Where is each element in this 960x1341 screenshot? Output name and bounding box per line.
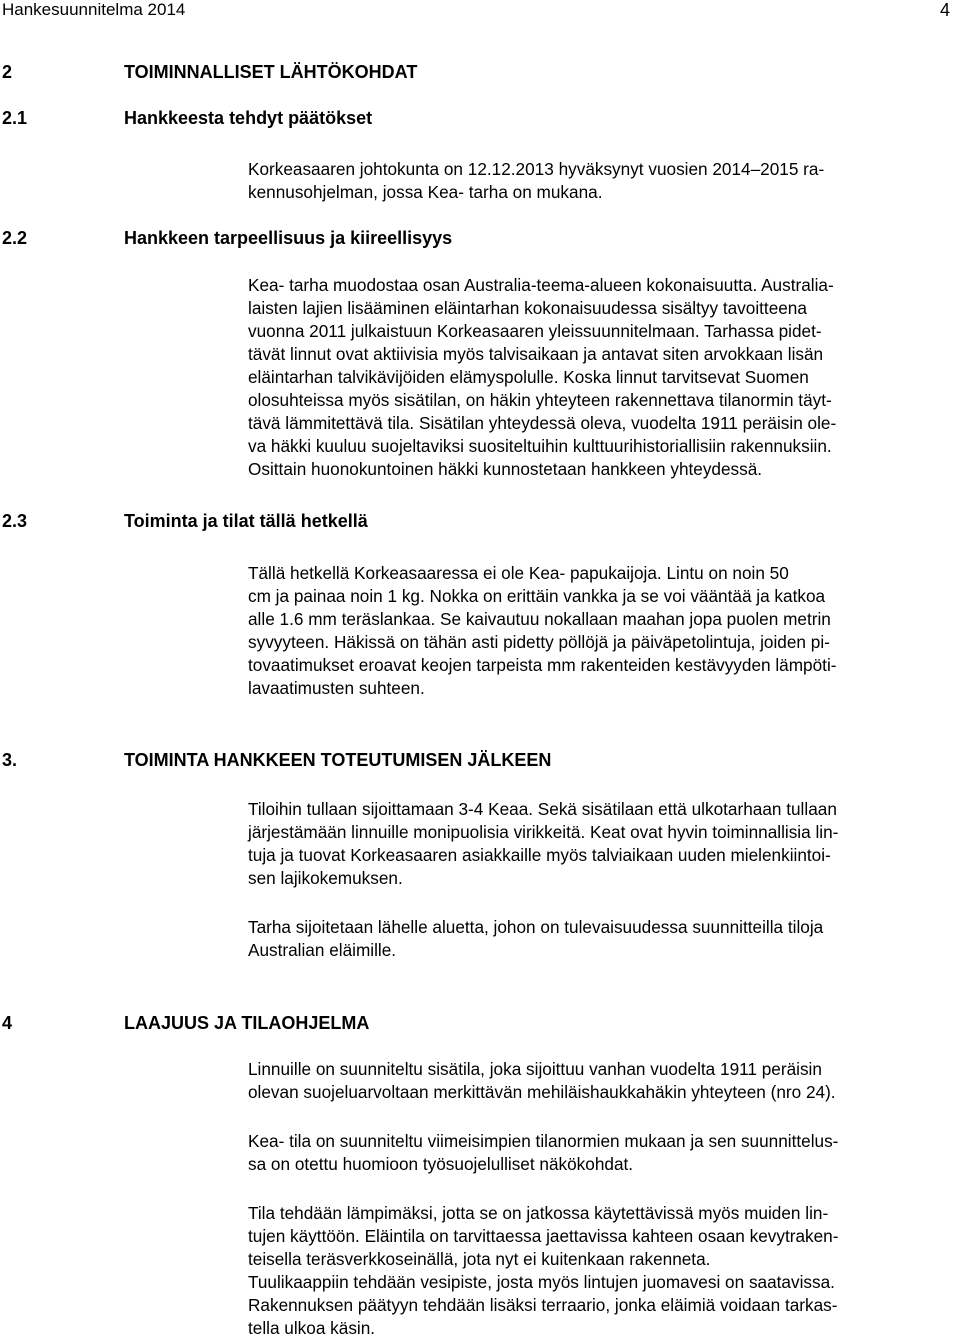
section-heading: Toiminta ja tilat tällä hetkellä: [124, 511, 368, 531]
text-line: lavaatimusten suhteen.: [248, 678, 425, 698]
section-heading: Hankkeesta tehdyt päätökset: [124, 108, 373, 128]
text-line: Tiloihin tullaan sijoittamaan 3-4 Keaa. Sekä sisätilaan että ulkotarhaan tullaan: [248, 799, 837, 819]
text-line: Tällä hetkellä Korkeasaaressa ei ole Kea- papukaijoja. Lintu on noin 50: [248, 563, 789, 583]
text-line: vuonna 2011 julkaistuun Korkeasaaren yleissuunnitelmaan. Tarhassa pidet-: [248, 321, 822, 341]
text-line: eläintarhan talvikävijöiden elämyspolulle. Koska linnut tarvitsevat Suomen: [248, 367, 809, 387]
section-number: 4: [2, 1013, 13, 1033]
text-line: tujen käyttöön. Eläintila on tarvittaessa jaettavissa kahteen osaan kevytraken-: [248, 1226, 839, 1246]
text-line: Rakennuksen päätyyn tehdään lisäksi terraario, jonka eläimiä voidaan tarkas-: [248, 1295, 838, 1315]
text-line: syvyyteen. Häkissä on tähän asti pidetty pöllöjä ja päiväpetolintuja, joiden pi-: [248, 632, 830, 652]
text-line: Linnuille on suunniteltu sisätila, joka sijoittuu vanhan vuodelta 1911 peräisin: [248, 1059, 822, 1079]
text-line: olosuhteissa myös sisätilan, on häkin yhteyteen rakennettava tilanormin täyt-: [248, 390, 832, 410]
section-number: 2.3: [2, 511, 28, 531]
document-header-title: Hankesuunnitelma 2014: [2, 0, 186, 19]
text-line: tovaatimukset eroavat keojen tarpeista mm rakenteiden kestävyyden lämpöti-: [248, 655, 837, 675]
text-line: Tarha sijoitetaan lähelle aluetta, johon on tulevaisuudessa suunnitteilla tiloja: [248, 917, 824, 937]
text-line: sa on otettu huomioon työsuojelulliset näkökohdat.: [248, 1154, 634, 1174]
text-line: alle 1.6 mm teräslankaa. Se kaivautuu nokallaan maahan jopa puolen metrin: [248, 609, 831, 629]
text-line: tella ulkoa käsin.: [248, 1318, 376, 1338]
text-line: Tila tehdään lämpimäksi, jotta se on jatkossa käytettävissä myös muiden lin-: [248, 1203, 829, 1223]
text-line: Korkeasaaren johtokunta on 12.12.2013 hyväksynyt vuosien 2014–2015 ra-: [248, 159, 825, 179]
section-heading: TOIMINNALLISET LÄHTÖKOHDAT: [124, 62, 418, 82]
text-line: olevan suojeluarvoltaan merkittävän mehiläishaukkahäkin yhteyteen (nro 24).: [248, 1082, 836, 1102]
text-line: Australian eläimille.: [248, 940, 397, 960]
text-line: järjestämään linnuille monipuolisia virikkeitä. Keat ovat hyvin toiminnallisia lin-: [248, 822, 839, 842]
text-line: tävät linnut ovat aktiivisia myös talvisaikaan ja antavat siten arvokkaan lisän: [248, 344, 824, 364]
text-line: sen lajikokemuksen.: [248, 868, 403, 888]
text-line: tuja ja tuovat Korkeasaaren asiakkaille myös talviaikaan uuden mielenkiintoi-: [248, 845, 831, 865]
section-number: 3.: [2, 750, 18, 770]
section-number: 2.1: [2, 108, 28, 128]
text-line: kennusohjelman, jossa Kea- tarha on mukana.: [248, 182, 603, 202]
section-number: 2.2: [2, 228, 28, 248]
text-line: va häkki kuuluu suojeltaviksi suositeltuihin kulttuurihistoriallisiin rakennuksiin.: [248, 436, 832, 456]
text-line: Kea- tila on suunniteltu viimeisimpien tilanormien mukaan ja sen suunnittelus-: [248, 1131, 839, 1151]
section-heading: TOIMINTA HANKKEEN TOTEUTUMISEN JÄLKEEN: [124, 750, 552, 770]
text-line: Kea- tarha muodostaa osan Australia-teema-alueen kokonaisuutta. Australia-: [248, 275, 834, 295]
section-heading: Hankkeen tarpeellisuus ja kiireellisyys: [124, 228, 453, 248]
text-line: teisella teräsverkkoseinällä, jota nyt ei kuitenkaan rakenneta.: [248, 1249, 711, 1269]
page-number: 4: [940, 0, 951, 20]
text-line: cm ja painaa noin 1 kg. Nokka on erittäin vankka ja se voi vääntää ja katkoa: [248, 586, 826, 606]
section-heading: LAAJUUS JA TILAOHJELMA: [124, 1013, 370, 1033]
text-line: laisten lajien lisääminen eläintarhan kokonaisuudessa sisältyy tavoitteena: [248, 298, 807, 318]
text-line: Osittain huonokuntoinen häkki kunnostetaan hankkeen yhteydessä.: [248, 459, 763, 479]
text-line: Tuulikaappiin tehdään vesipiste, josta myös lintujen juomavesi on saatavissa.: [248, 1272, 835, 1292]
section-number: 2: [2, 62, 13, 82]
text-line: tävä lämmitettävä tila. Sisätilan yhteydessä oleva, vuodelta 1911 peräisin ole-: [248, 413, 837, 433]
